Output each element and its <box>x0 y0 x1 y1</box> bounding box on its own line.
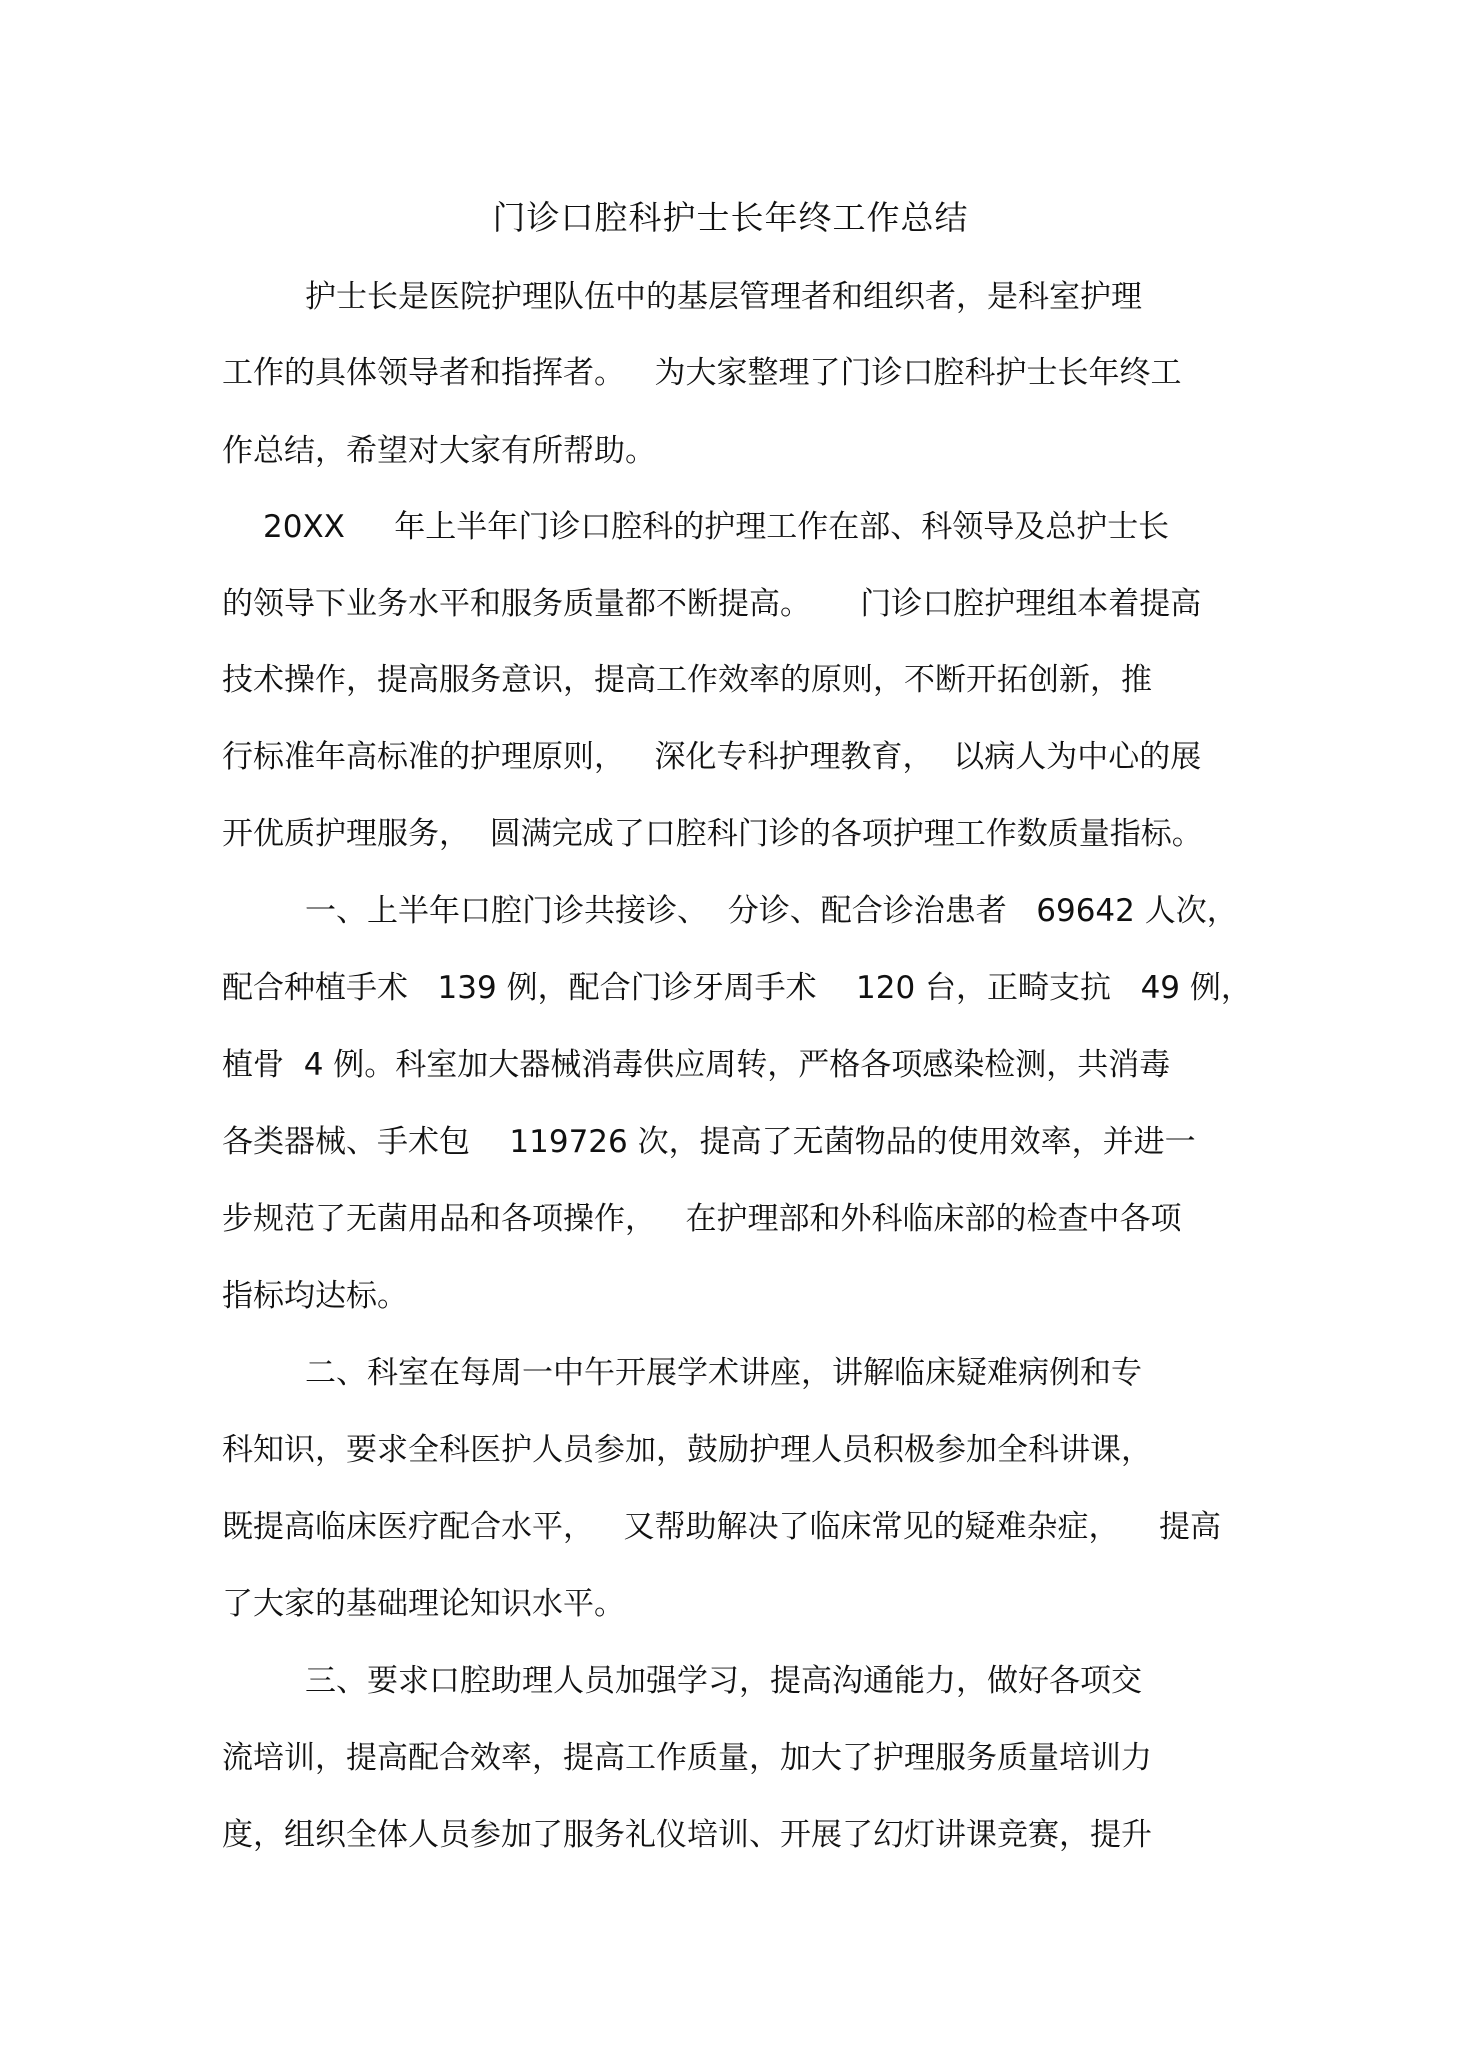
paragraph-line: 护士长是医院护理队伍中的基层管理者和组织者，是科室护理 <box>305 279 1142 315</box>
paragraph-line: 指标均达标。 <box>222 1278 408 1314</box>
paragraph-line: 开优质护理服务， 圆满完成了口腔科门诊的各项护理工作数质量指标。 <box>222 816 1203 852</box>
paragraph-line: 度，组织全体人员参加了服务礼仪培训、开展了幻灯讲课竞赛，提升 <box>222 1817 1152 1853</box>
paragraph-line: 植骨 4 例。科室加大器械消毒供应周转，严格各项感染检测，共消毒 <box>222 1047 1171 1083</box>
paragraph-line: 科知识，要求全科医护人员参加，鼓励护理人员积极参加全科讲课， <box>222 1432 1152 1468</box>
document-title: 门诊口腔科护士长年终工作总结 <box>492 198 969 237</box>
paragraph-line: 既提高临床医疗配合水平， 又帮助解决了临床常见的疑难杂症， 提高 <box>222 1509 1221 1545</box>
paragraph-line: 各类器械、手术包 119726 次，提高了无菌物品的使用效率，并进一 <box>222 1124 1196 1160</box>
paragraph-line: 的领导下业务水平和服务质量都不断提高。 门诊口腔护理组本着提高 <box>222 586 1202 622</box>
paragraph-line: 配合种植手术 139 例，配合门诊牙周手术 120 台，正畸支抗 49 例， <box>222 970 1252 1006</box>
paragraph-line: 二、科室在每周一中午开展学术讲座，讲解临床疑难病例和专 <box>305 1355 1142 1391</box>
paragraph-line: 三、要求口腔助理人员加强学习，提高沟通能力，做好各项交 <box>305 1663 1142 1699</box>
paragraph-line: 了大家的基础理论知识水平。 <box>222 1586 625 1622</box>
paragraph-line: 工作的具体领导者和指挥者。 为大家整理了门诊口腔科护士长年终工 <box>222 355 1182 391</box>
paragraph-line: 作总结，希望对大家有所帮助。 <box>222 433 656 469</box>
paragraph-line: 流培训，提高配合效率，提高工作质量，加大了护理服务质量培训力 <box>222 1740 1152 1776</box>
paragraph-line: 行标准年高标准的护理原则， 深化专科护理教育， 以病人为中心的展 <box>222 739 1202 775</box>
paragraph-line: 20XX 年上半年门诊口腔科的护理工作在部、科领导及总护士长 <box>263 509 1170 545</box>
paragraph-line: 一、上半年口腔门诊共接诊、 分诊、配合诊治患者 69642 人次， <box>305 893 1238 929</box>
paragraph-line: 步规范了无菌用品和各项操作， 在护理部和外科临床部的检查中各项 <box>222 1201 1182 1237</box>
paragraph-line: 技术操作，提高服务意识，提高工作效率的原则，不断开拓创新，推 <box>222 662 1152 698</box>
